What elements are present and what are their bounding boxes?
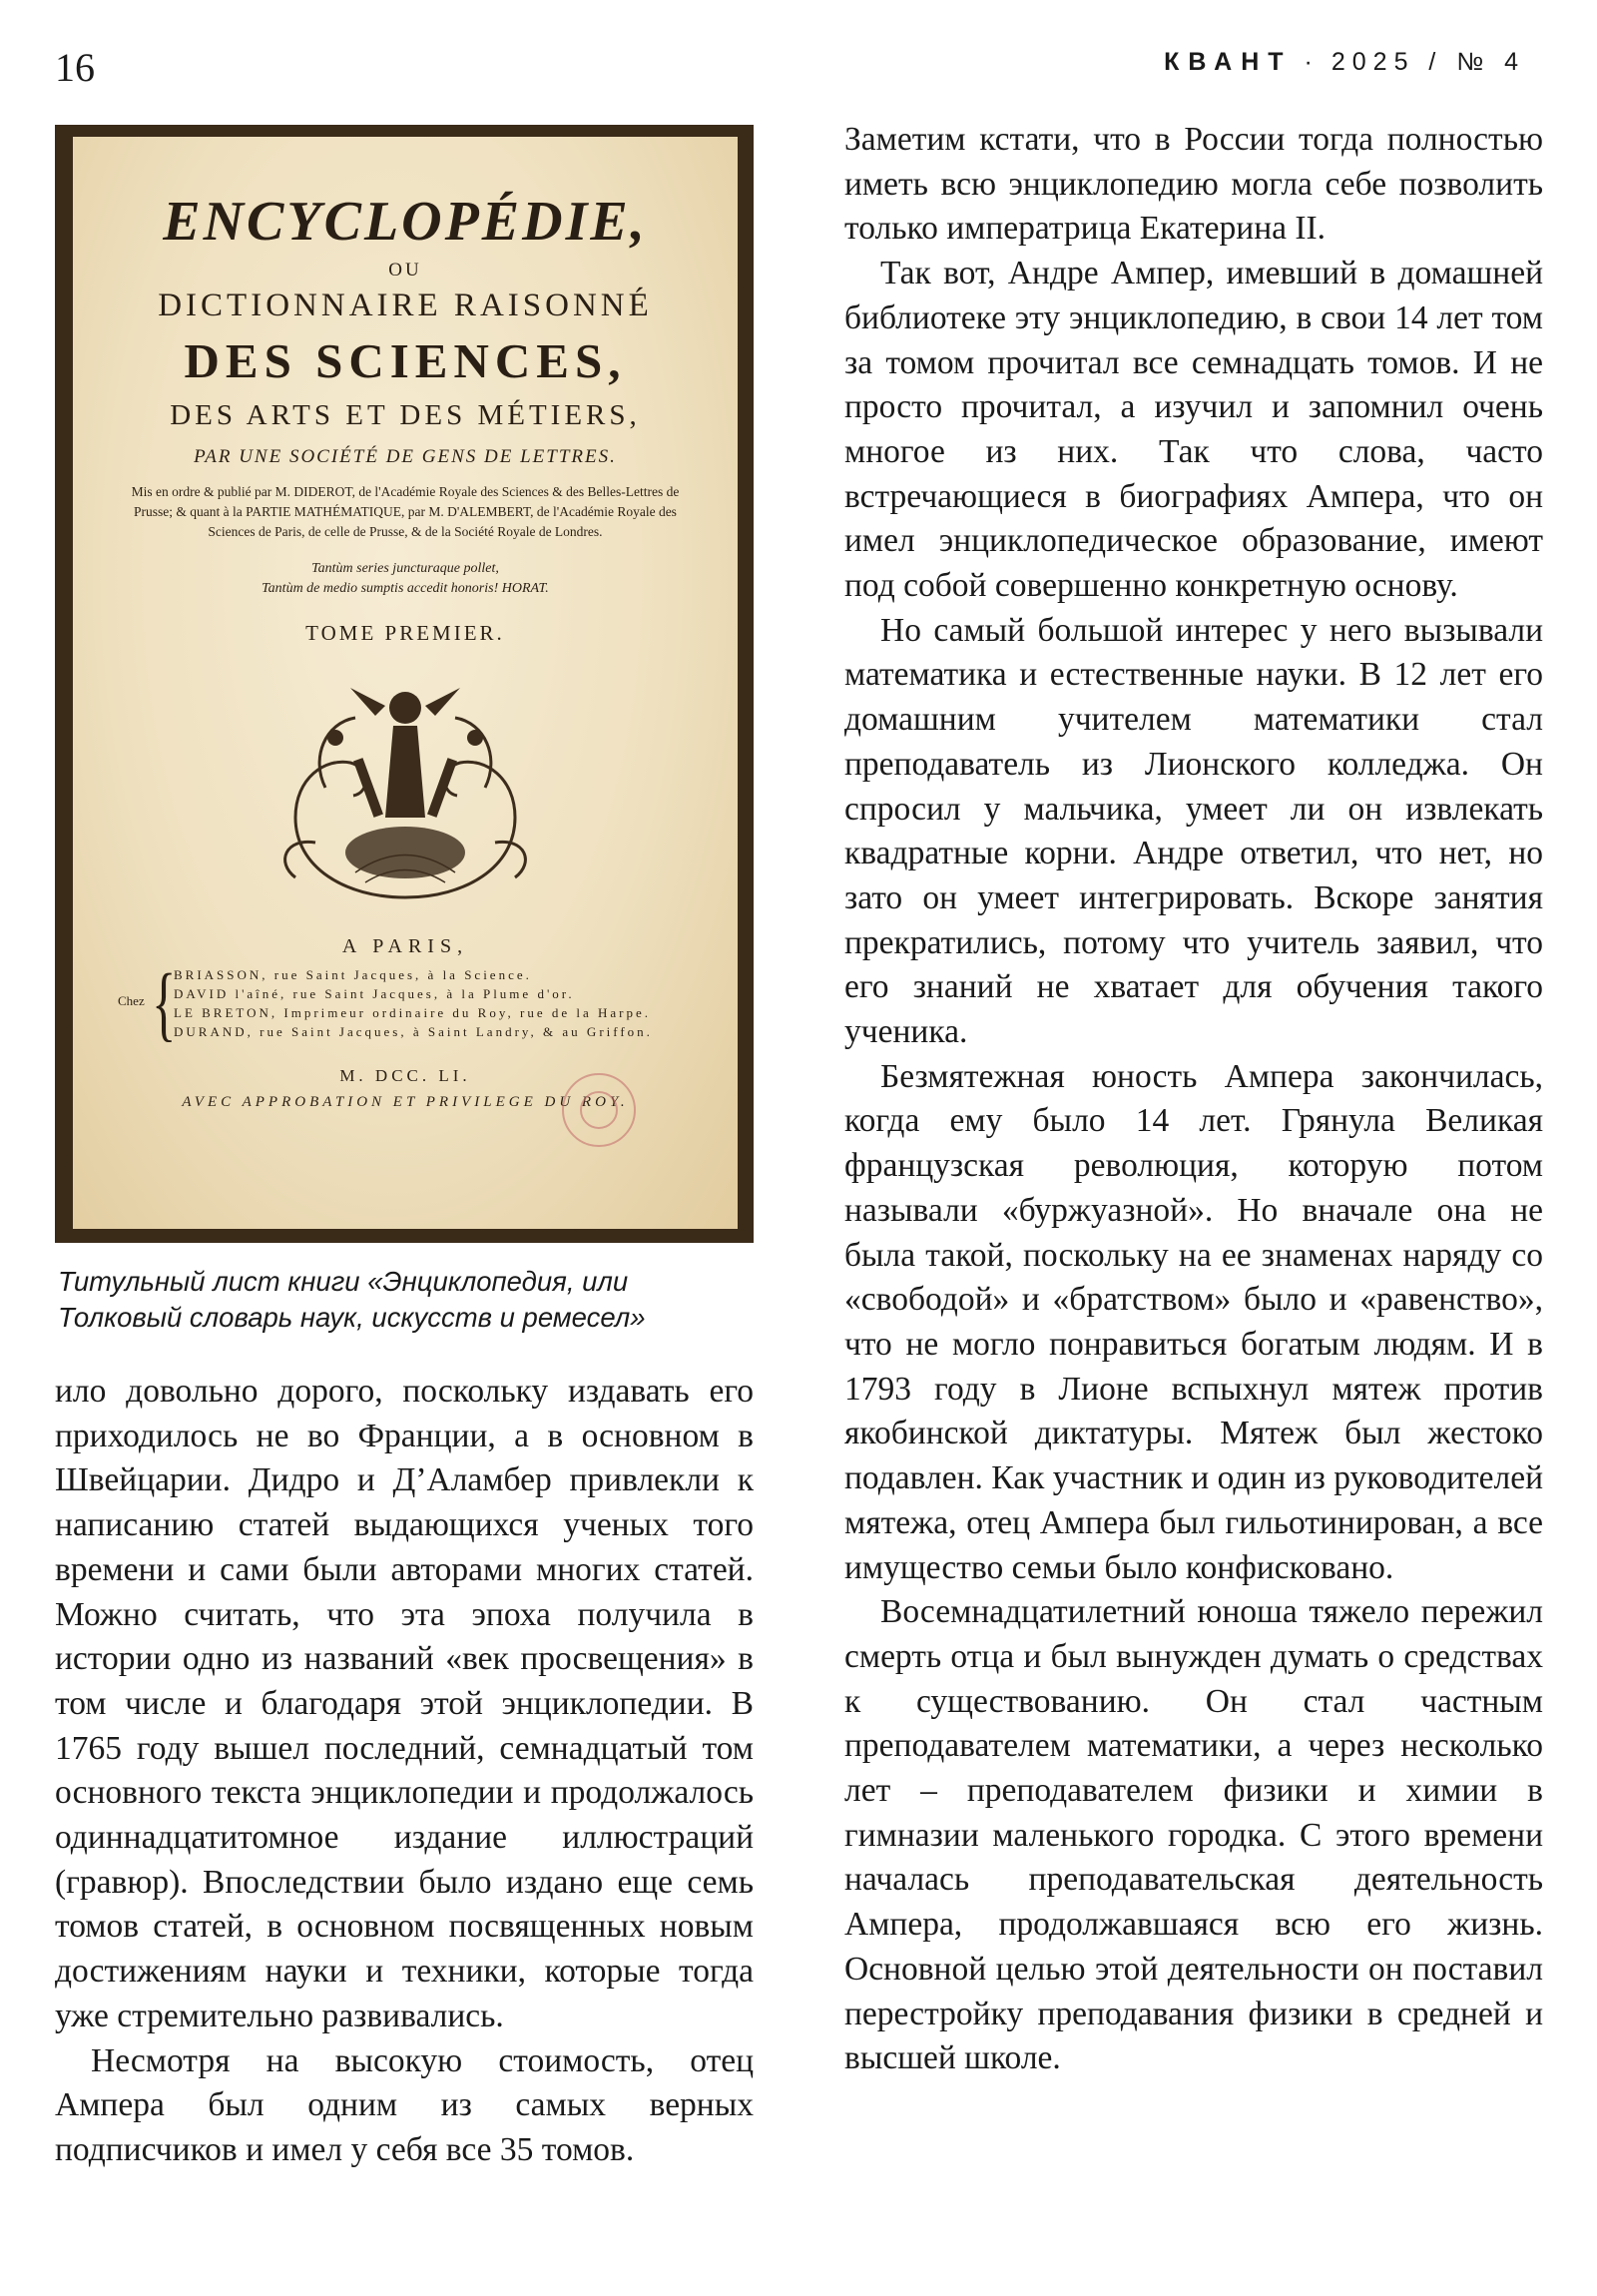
image-tome: TOME PREMIER. <box>305 621 505 646</box>
image-publisher: DURAND, rue Saint Jacques, à Saint Landry, & au Griffon. <box>174 1023 653 1039</box>
encyclopedie-title-page-figure <box>55 125 754 1243</box>
image-motto-line: Tantùm de medio sumptis accedit honoris! HORAT. <box>262 580 549 596</box>
engraved-vignette-icon <box>256 668 555 917</box>
left-text-column <box>55 1370 754 2173</box>
brace-icon: { <box>152 957 177 1051</box>
image-chez: Chez <box>118 993 145 1009</box>
image-arts: DES ARTS ET DES MÉTIERS, <box>170 398 641 431</box>
right-text-column <box>844 118 1543 2081</box>
image-paris: A PARIS, <box>341 935 469 958</box>
library-stamp-icon <box>562 1073 636 1147</box>
image-title: ENCYCLOPÉDIE, <box>163 191 648 253</box>
caption-line: Толковый словарь наук, искусств и ремесел» <box>58 1301 646 1333</box>
paragraph: ило довольно дорого, поскольку издавать его приходилось не во Франции, а в основном в Швейцарии. Дидро и Д’Аламбер привлекли к написанию статей выдающихся ученых того времени и сами были авторами многих статей. Можно считать, что эта эпоха получила в истории одно из названий «век просвещения» в том числе и благодаря этой энциклопедии. В 1765 году вышел последний, семнадцатый том основного текста энциклопедии и продолжалось одиннадцатитомное издание иллюстраций (гравюр). Впоследствии было издано еще семь томов статей, в основном посвященных новым достижениям науки и техники, которые тогда уже стремительно развивались. <box>55 1373 754 2034</box>
image-sciences: DES SCIENCES, <box>184 332 627 388</box>
image-publishers-block <box>118 957 693 1051</box>
caption-line: Титульный лист книги «Энциклопедия, или <box>58 1266 629 1297</box>
separator-dot: · <box>1304 48 1320 76</box>
image-publisher: BRIASSON, rue Saint Jacques, à la Science. <box>174 967 532 983</box>
page-number: 16 <box>55 45 95 90</box>
issue-number: 2025 / № 4 <box>1331 48 1525 76</box>
title-page-image <box>73 137 738 1229</box>
image-mis-en-ordre: Mis en ordre & publié par M. DIDEROT, de l'Académie Royale des Sciences & des Belles-Lettres de Prusse; & quant à la PARTIE MATHÉMATIQUE, par M. D'ALEMBERT, de l'Académie Royale des Sciences de Paris, de celle de Prusse, & de la Société Royale de Londres. <box>131 483 680 540</box>
running-head <box>1164 50 1525 75</box>
image-motto <box>97 559 714 600</box>
image-approbation: AVEC APPROBATION ET PRIVILEGE DU ROY. <box>182 1093 629 1110</box>
image-ou: OU <box>388 259 422 281</box>
image-year: M. DCC. LI. <box>339 1065 471 1085</box>
paragraph: Но самый большой интерес у него вызывали математика и естественные науки. В 12 лет его домашним учителем математики стал преподаватель из Лионского колледжа. Он спросил у мальчика, умеет ли он извлекать квадратные корни. Андре ответил, что нет, но зато он умеет интегрировать. Вскоре занятия прекратились, потому что учитель заявил, что его знаний не хватает для обучения такого ученика. <box>844 611 1543 1051</box>
paragraph: Безмятежная юность Ампера закончилась, когда ему было 14 лет. Грянула Великая французская революция, которую потом называли «буржуазной». Но вначале она не была такой, поскольку на ее знаменах наряду со «свободой» и «братством» было и «равенство», что не могло понравиться богатым людям. И в 1793 году в Лионе вспыхнул мятеж против якобинской диктатуры. Мятеж был жестоко подавлен. Как участник и один из руководителей мятежа, отец Ампера был гильотинирован, а все имущество семьи было конфисковано. <box>844 1057 1543 1586</box>
paragraph: Несмотря на высокую стоимость, отец Ампера был одним из самых верных подписчиков и имел у себя все 35 томов. <box>55 2041 754 2168</box>
image-publisher: DAVID l'aîné, rue Saint Jacques, à la Plume d'or. <box>174 985 575 1001</box>
image-dictionary: DICTIONNAIRE RAISONNÉ <box>158 287 653 323</box>
magazine-name: КВАНТ <box>1164 48 1293 76</box>
image-publisher: LE BRETON, Imprimeur ordinaire du Roy, rue de la Harpe. <box>174 1004 651 1020</box>
paragraph: Восемнадцатилетний юноша тяжело пережил смерть отца и был вынужден думать о средствах к существованию. Он стал частным преподавателем математики, а через несколько лет – преподавателем физики и химии в гимназии маленького городка. С этого времени началась преподавательская деятельность Ампера, продолжавшаяся всю его жизнь. Основной целью этой деятельности он поставил перестройку преподавания физики в средней и высшей школе. <box>844 1593 1543 2077</box>
paragraph: Заметим кстати, что в России тогда полностью иметь всю энциклопедию могла себе позволить только императрица Екатерина II. <box>844 121 1543 248</box>
paragraph: Так вот, Андре Ампер, имевший в домашней библиотеке эту энциклопедию, в свои 14 лет том за томом прочитал все семнадцать томов. И не просто прочитал, а изучил и запомнил очень многое из них. Так что слова, часто встречающиеся в биографиях Ампера, что он имел энциклопедическое образование, имеют под собой совершенно конкретную основу. <box>844 255 1543 605</box>
image-par-une-societe: PAR UNE SOCIÉTÉ DE GENS DE LETTRES. <box>194 445 617 467</box>
image-motto-line: Tantùm series juncturaque pollet, <box>311 560 499 576</box>
figure-caption <box>58 1264 757 1336</box>
